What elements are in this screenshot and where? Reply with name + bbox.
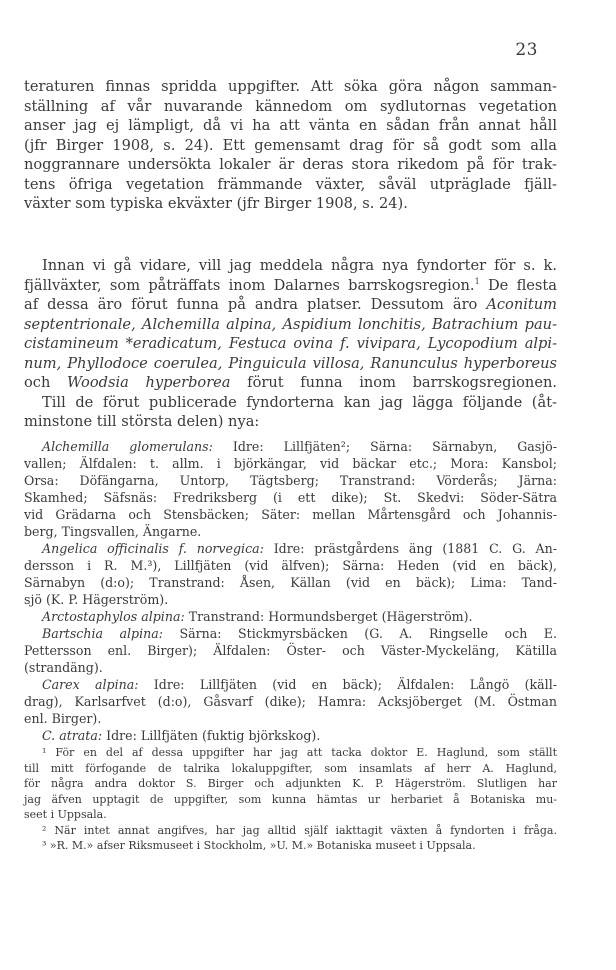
footnote-line: jag äfven upptagit de uppgifter, som kunna hämtas ur herbariet å Botaniska mu- (24, 792, 557, 806)
footnote-line: till mitt förfogande de talrika lokaluppgifter, som insamlats af herr A. Haglund, (24, 761, 557, 775)
text-line (24, 540, 557, 557)
species-name: Alchemilla glomerulans: (42, 439, 213, 454)
text-line: (strandäng). (24, 660, 103, 675)
species-name: Aconitum (486, 296, 557, 313)
text-line: Innan vi gå vidare, vill jag meddela några nya fyndorter för s. k. (42, 257, 557, 274)
species-entry-alchemilla (24, 438, 557, 540)
species-name: Bartschia alpina: (42, 626, 164, 641)
text-line: Orsa: Döfängarna, Untorp, Tägtsberg; Transtrand: Vörderås; Järna: (24, 473, 557, 488)
text-line: (jfr Birger 1908, s. 24). Ett gemensamt drag för så godt som alla (24, 136, 557, 154)
page-number: 23 (515, 40, 538, 60)
text-line: vid Grädarna och Stensbäcken; Säter: mellan Mårtensgård och Johannis- (24, 507, 557, 522)
locality-text: Idre: Lillfjäten (fuktig björkskog). (102, 728, 321, 743)
footnote-line: för några andra doktor S. Birger och adjunkten K. P. Hägerström. Slutligen har (24, 777, 557, 790)
text-segment: af dessa äro förut funna på andra platser. Dessutom äro (24, 296, 487, 313)
species-list (24, 438, 557, 744)
footnotes (24, 745, 557, 854)
text-segment: förut funna inom barrskogsregionen. (230, 374, 557, 391)
species-name: Angelica officinalis f. norvegica: (42, 541, 264, 556)
text-line: anser jag ej lämpligt, då vi ha att vänta en sådan från annat håll (24, 117, 557, 134)
text-segment: och (24, 374, 68, 391)
text-line (24, 608, 557, 625)
species-name: Carex alpina: (42, 677, 139, 692)
species-name: num, Phyllodoce coerulea, Pinguicula villosa, Ranunculus hyperboreus (24, 354, 557, 372)
footnote-line: ³ »R. M.» afser Riksmuseet i Stockholm, »U. M.» Botaniska museet i Uppsala. (42, 839, 476, 852)
locality-text: Särna: Stickmyrsbäcken (G. A. Ringselle och E. (163, 626, 558, 641)
text-line: Skamhed; Säfsnäs: Fredriksberg (i ett dike); St. Skedvi: Söder-Sätra (24, 490, 557, 505)
text-line (24, 315, 557, 335)
text-line: Till de förut publicerade fyndorterna kan jag lägga följande (åt- (42, 393, 557, 411)
text-line: tens öfriga vegetation främmande växter, såväl utpräglade fjäll- (24, 175, 557, 193)
text-line (24, 625, 557, 642)
text-line: minstone till största delen) nya: (24, 413, 260, 430)
text-line: Särnabyn (d:o); Transtrand: Åsen, Källan (vid en bäck); Lima: Tand- (24, 575, 557, 590)
intro-paragraph (24, 77, 557, 214)
footnote-ref: 1 (474, 276, 480, 286)
species-name: Arctostaphylos alpina: (42, 609, 185, 624)
species-entry-carex-atrata (24, 727, 557, 744)
locality-text: Idre: prästgårdens äng (1881 C. G. An- (263, 541, 557, 556)
text-line (24, 334, 557, 354)
text-line: enl. Birger). (24, 711, 102, 726)
locality-text: Idre: Lillfjäten²; Särna: Särnabyn, Gasjö- (212, 439, 557, 454)
footnote-line: ² När intet annat angifves, har jag alltid själf iakttagit växten å fyndorten i fråga. (42, 823, 557, 837)
locality-text: Transtrand: Hormundsberget (Hägerström). (184, 609, 473, 624)
text-line (24, 276, 557, 296)
text-segment: fjällväxter, som påträffats inom Dalarnes barrskogsregion. (24, 276, 475, 294)
text-line: drag), Karlsarfvet (d:o), Gåsvarf (dike); Hamra: Acksjöberget (M. Östman (24, 694, 557, 709)
footnote-line: seet i Uppsala. (24, 808, 107, 821)
text-line: ställning af vår nuvarande kännedom om sydlutornas vegetation (24, 97, 557, 115)
species-name: C. atrata: (42, 728, 103, 743)
second-paragraph (24, 256, 557, 432)
species-entry-carex-alpina (24, 676, 557, 727)
text-line (24, 438, 557, 455)
text-line: noggrannare undersökta lokaler är deras stora rikedom på för trak- (24, 156, 557, 173)
species-name: cistamineum *eradicatum, Festuca ovina f. vivipara, Lycopodium alpi- (24, 335, 557, 352)
footnote-line: ¹ För en del af dessa uppgifter har jag att tacka doktor E. Haglund, som ställt (42, 746, 557, 759)
text-line (24, 373, 557, 393)
text-line: växter som typiska ekväxter (jfr Birger 1908, s. 24). (24, 195, 408, 212)
text-line: sjö (K. P. Hägerström). (24, 592, 169, 607)
text-line: dersson i R. M.³), Lillfjäten (vid älfven); Särna: Heden (vid en bäck), (24, 558, 557, 573)
text-line (24, 354, 557, 374)
text-line (24, 676, 557, 693)
text-line (24, 727, 557, 744)
text-line: Pettersson enl. Birger); Älfdalen: Öster- och Väster-Myckeläng, Kätilla (24, 643, 557, 658)
species-entry-bartschia (24, 625, 557, 676)
text-line: teraturen finnas spridda uppgifter. Att söka göra någon samman- (24, 78, 557, 95)
text-segment: De flesta (479, 276, 557, 294)
text-line (24, 295, 557, 315)
species-name: septentrionale, Alchemilla alpina, Aspidium lonchitis, Batrachium pau- (24, 315, 557, 333)
species-entry-arctostaphylos (24, 608, 557, 625)
text-line: vallen; Älfdalen: t. allm. i björkängar, vid bäckar etc.; Mora: Kansbol; (24, 456, 557, 471)
species-name: Woodsia hyperborea (67, 374, 231, 391)
locality-text: Idre: Lillfjäten (vid en bäck); Älfdalen: Långö (käll- (138, 677, 557, 692)
text-line: berg, Tingsvallen, Ängarne. (24, 524, 202, 539)
species-entry-angelica (24, 540, 557, 608)
